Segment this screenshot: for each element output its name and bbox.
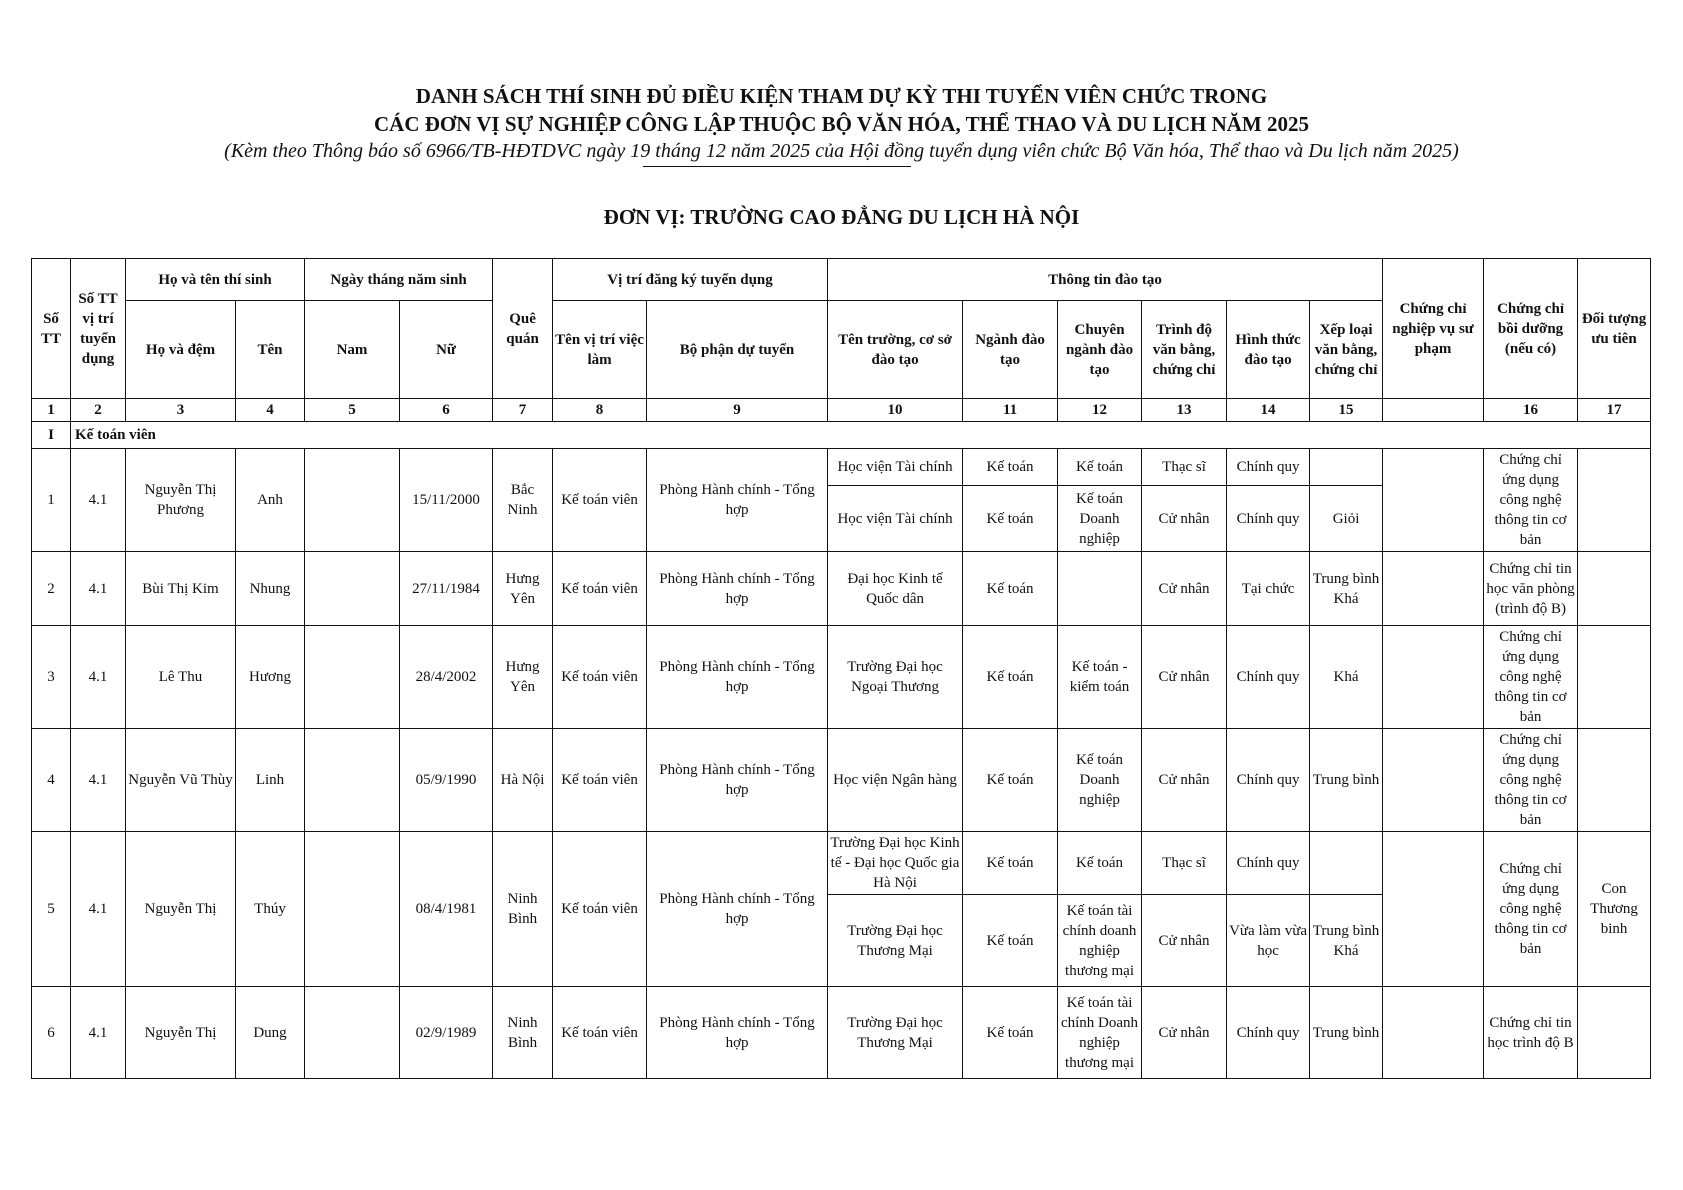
header-uutien: Đối tượng ưu tiên [1578, 259, 1651, 399]
cell-hinhthuc: Chính quy [1227, 987, 1310, 1079]
cell-ho-dem: Lê Thu [126, 626, 236, 729]
cell-stt: 6 [32, 987, 71, 1079]
cell-truong: Học viện Tài chính [828, 449, 963, 486]
cell-stt: 2 [32, 552, 71, 626]
cell-uutien: Con Thương binh [1578, 832, 1651, 987]
cell-chungchi-sp [1383, 987, 1484, 1079]
column-number: 1 [32, 399, 71, 422]
cell-nam [305, 449, 400, 552]
cell-ten: Nhung [236, 552, 305, 626]
cell-bophan: Phòng Hành chính - Tổng hợp [647, 626, 828, 729]
cell-nganh: Kế toán [963, 832, 1058, 895]
cell-xeploai: Giỏi [1310, 486, 1383, 552]
cell-trinhdo: Cử nhân [1142, 626, 1227, 729]
cell-stt-vitri: 4.1 [71, 552, 126, 626]
table-row [32, 987, 1651, 1079]
header-vitri: Vị trí đăng ký tuyển dụng [553, 259, 828, 301]
section-row [32, 422, 1651, 449]
cell-nu: 02/9/1989 [400, 987, 493, 1079]
column-number: 6 [400, 399, 493, 422]
cell-chungchi-sp [1383, 552, 1484, 626]
cell-stt: 1 [32, 449, 71, 552]
cell-nganh: Kế toán [963, 895, 1058, 987]
table-row [32, 449, 1651, 486]
cell-truong: Trường Đại học Ngoại Thương [828, 626, 963, 729]
cell-que: Ninh Bình [493, 987, 553, 1079]
cell-nu: 27/11/1984 [400, 552, 493, 626]
cell-chuyennganh: Kế toán tài chính Doanh nghiệp thương mại [1058, 987, 1142, 1079]
cell-chungchi-bd: Chứng chỉ ứng dụng công nghệ thông tin cơ bản [1484, 626, 1578, 729]
column-number [1383, 399, 1484, 422]
column-number: 3 [126, 399, 236, 422]
header-nu: Nữ [400, 301, 493, 399]
cell-que: Bắc Ninh [493, 449, 553, 552]
section-label: Kế toán viên [71, 422, 1651, 449]
cell-chungchi-bd: Chứng chỉ ứng dụng công nghệ thông tin cơ bản [1484, 449, 1578, 552]
column-number: 9 [647, 399, 828, 422]
column-number: 16 [1484, 399, 1578, 422]
cell-trinhdo: Cử nhân [1142, 895, 1227, 987]
cell-nam [305, 987, 400, 1079]
document-title-line-2: CÁC ĐƠN VỊ SỰ NGHIỆP CÔNG LẬP THUỘC BỘ VĂN HÓA, THỂ THAO VÀ DU LỊCH NĂM 2025 [373, 112, 1309, 136]
cell-nganh: Kế toán [963, 449, 1058, 486]
cell-chungchi-bd: Chứng chỉ ứng dụng công nghệ thông tin cơ bản [1484, 832, 1578, 987]
cell-ho-dem: Bùi Thị Kim [126, 552, 236, 626]
cell-chungchi-sp [1383, 832, 1484, 987]
cell-que: Hưng Yên [493, 626, 553, 729]
cell-ten: Thúy [236, 832, 305, 987]
cell-xeploai: Trung bình [1310, 729, 1383, 832]
cell-bophan: Phòng Hành chính - Tổng hợp [647, 552, 828, 626]
header-stt-vitri: Số TT vị trí tuyển dụng [71, 259, 126, 399]
cell-uutien [1578, 552, 1651, 626]
cell-chungchi-sp [1383, 626, 1484, 729]
cell-trinhdo: Cử nhân [1142, 729, 1227, 832]
column-number: 8 [553, 399, 647, 422]
table-row [32, 729, 1651, 832]
header-trinhdo: Trình độ văn bằng, chứng chỉ [1142, 301, 1227, 399]
cell-ten-vitri: Kế toán viên [553, 729, 647, 832]
cell-nganh: Kế toán [963, 987, 1058, 1079]
cell-ho-dem: Nguyễn Thị [126, 987, 236, 1079]
column-number: 11 [963, 399, 1058, 422]
unit-heading: ĐƠN VỊ: TRƯỜNG CAO ĐẲNG DU LỊCH HÀ NỘI [603, 205, 1080, 229]
table-row [32, 626, 1651, 729]
cell-chungchi-bd: Chứng chỉ tin học trình độ B [1484, 987, 1578, 1079]
cell-nu: 28/4/2002 [400, 626, 493, 729]
cell-chuyennganh: Kế toán Doanh nghiệp [1058, 486, 1142, 552]
column-number: 14 [1227, 399, 1310, 422]
cell-truong: Đại học Kinh tế Quốc dân [828, 552, 963, 626]
cell-ten-vitri: Kế toán viên [553, 626, 647, 729]
cell-hinhthuc: Vừa làm vừa học [1227, 895, 1310, 987]
cell-ten-vitri: Kế toán viên [553, 449, 647, 552]
column-number: 7 [493, 399, 553, 422]
cell-chungchi-sp [1383, 449, 1484, 552]
header-ten-vitri: Tên vị trí việc làm [553, 301, 647, 399]
cell-chungchi-sp [1383, 729, 1484, 832]
cell-stt-vitri: 4.1 [71, 449, 126, 552]
cell-ho-dem: Nguyễn Thị Phương [126, 449, 236, 552]
cell-uutien [1578, 449, 1651, 552]
cell-ten: Dung [236, 987, 305, 1079]
cell-truong: Học viện Ngân hàng [828, 729, 963, 832]
cell-nam [305, 626, 400, 729]
document-subtitle: (Kèm theo Thông báo số 6966/TB-HĐTDVC ngày 19 tháng 12 năm 2025 của Hội đồng tuyển dụng viên chức Bộ Văn hóa, Thể thao và Du lịch năm 2025) [224, 140, 1459, 162]
cell-xeploai: Trung bình [1310, 987, 1383, 1079]
cell-chuyennganh: Kế toán Doanh nghiệp [1058, 729, 1142, 832]
cell-hinhthuc: Chính quy [1227, 449, 1310, 486]
column-number: 12 [1058, 399, 1142, 422]
cell-truong: Trường Đại học Thương Mại [828, 987, 963, 1079]
cell-ten-vitri: Kế toán viên [553, 832, 647, 987]
cell-nganh: Kế toán [963, 486, 1058, 552]
cell-ho-dem: Nguyễn Vũ Thùy [126, 729, 236, 832]
cell-nam [305, 552, 400, 626]
header-xeploai: Xếp loại văn bằng, chứng chỉ [1310, 301, 1383, 399]
cell-chungchi-bd: Chứng chỉ ứng dụng công nghệ thông tin cơ bản [1484, 729, 1578, 832]
cell-nganh: Kế toán [963, 626, 1058, 729]
header-nam: Nam [305, 301, 400, 399]
cell-uutien [1578, 987, 1651, 1079]
table-row [32, 552, 1651, 626]
cell-bophan: Phòng Hành chính - Tổng hợp [647, 987, 828, 1079]
header-nganh: Ngành đào tạo [963, 301, 1058, 399]
header-stt: Số TT [32, 259, 71, 399]
column-number: 5 [305, 399, 400, 422]
cell-stt: 5 [32, 832, 71, 987]
column-number: 4 [236, 399, 305, 422]
cell-xeploai: Khá [1310, 626, 1383, 729]
cell-hinhthuc: Chính quy [1227, 626, 1310, 729]
section-roman: I [32, 422, 71, 449]
cell-trinhdo: Cử nhân [1142, 486, 1227, 552]
cell-uutien [1578, 626, 1651, 729]
header-hinhthuc: Hình thức đào tạo [1227, 301, 1310, 399]
cell-stt-vitri: 4.1 [71, 729, 126, 832]
cell-stt: 4 [32, 729, 71, 832]
header-chungchi-bd: Chứng chỉ bồi dưỡng (nếu có) [1484, 259, 1578, 399]
cell-que: Hưng Yên [493, 552, 553, 626]
cell-uutien [1578, 729, 1651, 832]
cell-truong: Trường Đại học Kinh tế - Đại học Quốc gia Hà Nội [828, 832, 963, 895]
header-ngaysinh: Ngày tháng năm sinh [305, 259, 493, 301]
cell-xeploai [1310, 832, 1383, 895]
cell-trinhdo: Thạc sĩ [1142, 449, 1227, 486]
column-number-row [32, 399, 1651, 422]
cell-xeploai: Trung bình Khá [1310, 895, 1383, 987]
cell-xeploai [1310, 449, 1383, 486]
cell-ten: Linh [236, 729, 305, 832]
cell-chuyennganh: Kế toán [1058, 832, 1142, 895]
cell-trinhdo: Cử nhân [1142, 987, 1227, 1079]
cell-chuyennganh: Kế toán tài chính doanh nghiệp thương mại [1058, 895, 1142, 987]
cell-truong: Trường Đại học Thương Mại [828, 895, 963, 987]
cell-stt-vitri: 4.1 [71, 987, 126, 1079]
cell-truong: Học viện Tài chính [828, 486, 963, 552]
cell-nu: 15/11/2000 [400, 449, 493, 552]
column-number: 13 [1142, 399, 1227, 422]
column-number: 15 [1310, 399, 1383, 422]
cell-chuyennganh: Kế toán - kiểm toán [1058, 626, 1142, 729]
cell-stt-vitri: 4.1 [71, 626, 126, 729]
column-number: 2 [71, 399, 126, 422]
cell-nganh: Kế toán [963, 729, 1058, 832]
cell-nu: 08/4/1981 [400, 832, 493, 987]
cell-ten: Anh [236, 449, 305, 552]
cell-chungchi-bd: Chứng chỉ tin học văn phòng (trình độ B) [1484, 552, 1578, 626]
cell-stt-vitri: 4.1 [71, 832, 126, 987]
cell-hinhthuc: Chính quy [1227, 729, 1310, 832]
column-number: 17 [1578, 399, 1651, 422]
header-chuyennganh: Chuyên ngành đào tạo [1058, 301, 1142, 399]
cell-hinhthuc: Tại chức [1227, 552, 1310, 626]
cell-chuyennganh: Kế toán [1058, 449, 1142, 486]
cell-que: Ninh Bình [493, 832, 553, 987]
document-title-line-1: DANH SÁCH THÍ SINH ĐỦ ĐIỀU KIỆN THAM DỰ KỲ THI TUYỂN VIÊN CHỨC TRONG [415, 84, 1268, 108]
cell-trinhdo: Thạc sĩ [1142, 832, 1227, 895]
cell-bophan: Phòng Hành chính - Tổng hợp [647, 729, 828, 832]
cell-hinhthuc: Chính quy [1227, 832, 1310, 895]
cell-bophan: Phòng Hành chính - Tổng hợp [647, 449, 828, 552]
cell-nam [305, 832, 400, 987]
header-ten: Tên [236, 301, 305, 399]
header-ho-dem: Họ và đệm [126, 301, 236, 399]
cell-ten-vitri: Kế toán viên [553, 987, 647, 1079]
cell-xeploai: Trung bình Khá [1310, 552, 1383, 626]
header-daotao: Thông tin đào tạo [828, 259, 1383, 301]
header-truong: Tên trường, cơ sở đào tạo [828, 301, 963, 399]
cell-ho-dem: Nguyễn Thị [126, 832, 236, 987]
cell-nam [305, 729, 400, 832]
cell-trinhdo: Cử nhân [1142, 552, 1227, 626]
table-row [32, 832, 1651, 895]
cell-stt: 3 [32, 626, 71, 729]
cell-ten-vitri: Kế toán viên [553, 552, 647, 626]
cell-que: Hà Nội [493, 729, 553, 832]
header-que: Quê quán [493, 259, 553, 399]
cell-nu: 05/9/1990 [400, 729, 493, 832]
column-number: 10 [828, 399, 963, 422]
cell-chuyennganh [1058, 552, 1142, 626]
cell-bophan: Phòng Hành chính - Tổng hợp [647, 832, 828, 987]
header-chungchi-sp: Chứng chỉ nghiệp vụ sư phạm [1383, 259, 1484, 399]
header-hoten: Họ và tên thí sinh [126, 259, 305, 301]
cell-nganh: Kế toán [963, 552, 1058, 626]
candidate-table [31, 258, 1651, 1079]
cell-ten: Hương [236, 626, 305, 729]
cell-hinhthuc: Chính quy [1227, 486, 1310, 552]
header-bophan: Bộ phận dự tuyển [647, 301, 828, 399]
subtitle-underline [643, 166, 911, 167]
